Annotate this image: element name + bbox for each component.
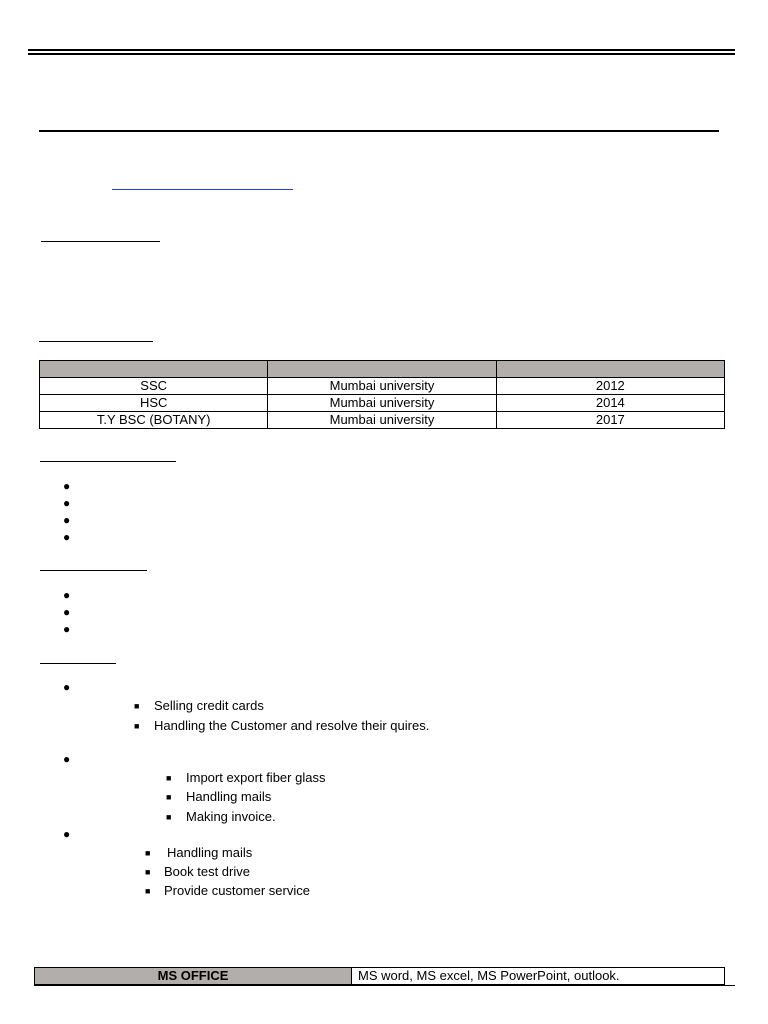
education-header-cell bbox=[40, 361, 268, 378]
qualification-cell: T.Y BSC (BOTANY) bbox=[40, 412, 268, 429]
header-double-rule-bottom bbox=[28, 53, 735, 55]
education-header-cell bbox=[496, 361, 724, 378]
list-item: Book test drive bbox=[164, 864, 250, 879]
section-heading-underline bbox=[40, 461, 176, 462]
list-item: Making invoice. bbox=[186, 809, 276, 824]
email-link-underline[interactable] bbox=[112, 189, 293, 190]
qualification-cell: SSC bbox=[40, 378, 268, 395]
board-cell: Mumbai university bbox=[268, 378, 496, 395]
list-item: Handling the Customer and resolve their quires. bbox=[154, 718, 430, 733]
square-bullet-icon: ■ bbox=[134, 701, 140, 711]
bullet-icon: ● bbox=[63, 622, 71, 636]
square-bullet-icon: ■ bbox=[145, 848, 151, 858]
board-cell: Mumbai university bbox=[268, 395, 496, 412]
education-table bbox=[39, 360, 725, 429]
square-bullet-icon: ■ bbox=[145, 886, 151, 896]
experience-heading-underline bbox=[40, 663, 116, 664]
section-heading-underline bbox=[40, 570, 147, 571]
year-cell: 2014 bbox=[496, 395, 724, 412]
board-cell: Mumbai university bbox=[268, 412, 496, 429]
list-item: Import export fiber glass bbox=[186, 770, 326, 785]
bullet-icon: ● bbox=[63, 680, 71, 694]
footer-rule bbox=[34, 985, 735, 986]
square-bullet-icon: ■ bbox=[166, 792, 172, 802]
skills-value-cell: MS word, MS excel, MS PowerPoint, outlook. bbox=[352, 968, 725, 985]
qualification-cell: HSC bbox=[40, 395, 268, 412]
education-heading-underline bbox=[39, 341, 153, 342]
bullet-icon: ● bbox=[63, 605, 71, 619]
table-row bbox=[40, 378, 725, 395]
skills-table bbox=[34, 967, 725, 985]
square-bullet-icon: ■ bbox=[134, 721, 140, 731]
education-table-header-row bbox=[40, 361, 725, 378]
table-row bbox=[40, 395, 725, 412]
bullet-icon: ● bbox=[63, 496, 71, 510]
year-cell: 2017 bbox=[496, 412, 724, 429]
year-cell: 2012 bbox=[496, 378, 724, 395]
list-item: Handling mails bbox=[167, 845, 253, 860]
objective-heading-underline bbox=[41, 241, 160, 242]
header-double-rule-top bbox=[28, 49, 735, 51]
bullet-icon: ● bbox=[63, 530, 71, 544]
table-row bbox=[35, 968, 725, 985]
bullet-icon: ● bbox=[63, 588, 71, 602]
bullet-icon: ● bbox=[63, 827, 71, 841]
square-bullet-icon: ■ bbox=[166, 812, 172, 822]
square-bullet-icon: ■ bbox=[166, 773, 172, 783]
list-item: Selling credit cards bbox=[154, 698, 264, 713]
square-bullet-icon: ■ bbox=[145, 867, 151, 877]
bullet-icon: ● bbox=[63, 479, 71, 493]
name-underline-rule bbox=[39, 130, 719, 132]
list-item: Handling mails bbox=[186, 789, 272, 804]
list-item: Provide customer service bbox=[164, 883, 310, 898]
table-row bbox=[40, 412, 725, 429]
bullet-icon: ● bbox=[63, 513, 71, 527]
skills-label-cell: MS OFFICE bbox=[35, 968, 352, 985]
bullet-icon: ● bbox=[63, 752, 71, 766]
education-header-cell bbox=[268, 361, 496, 378]
